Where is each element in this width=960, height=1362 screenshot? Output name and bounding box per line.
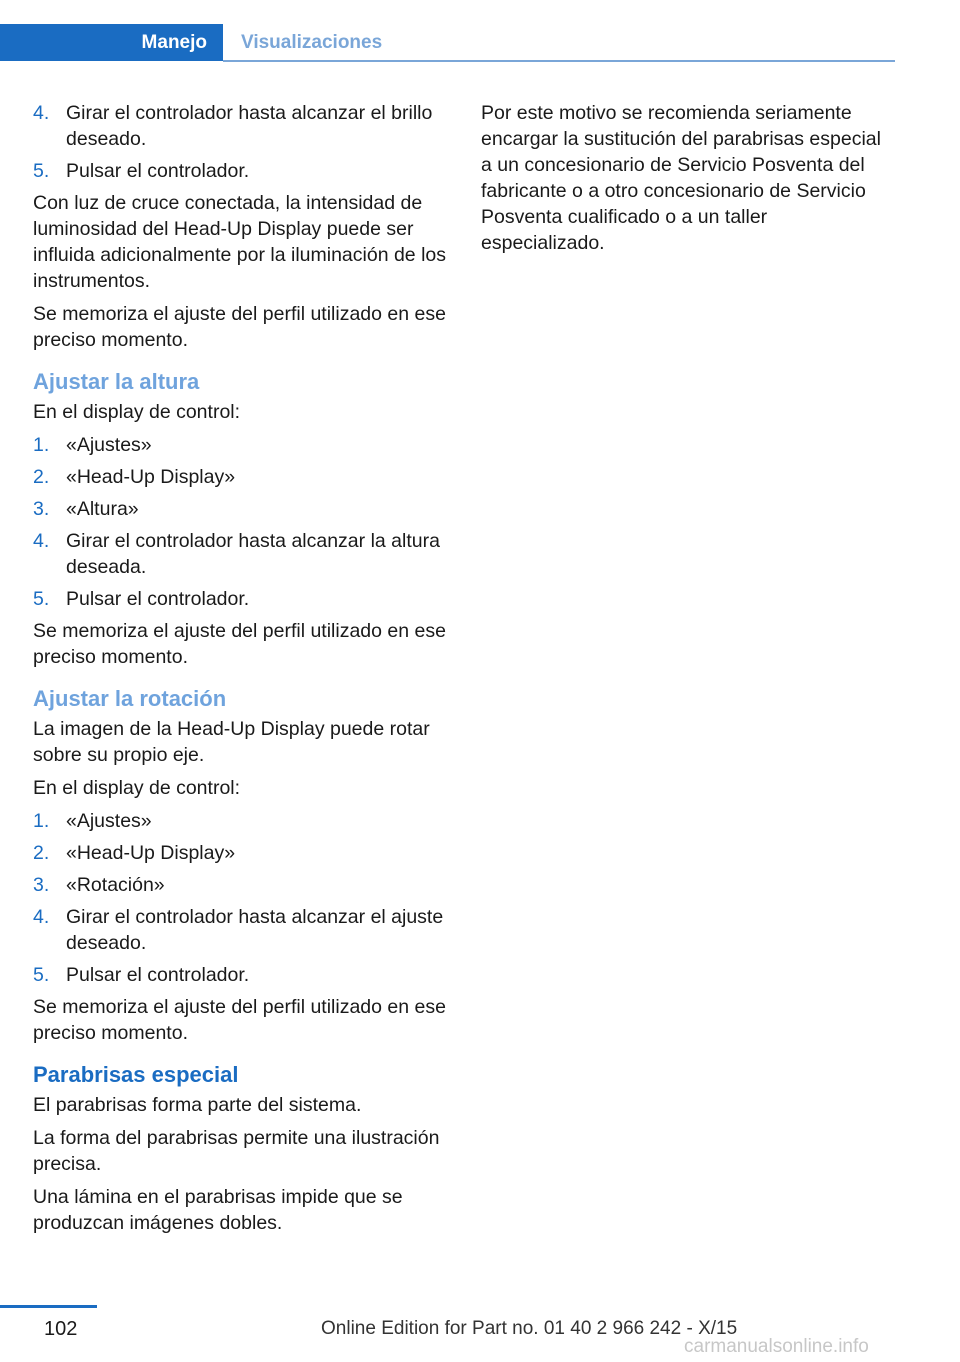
right-column <box>481 100 896 263</box>
steps-brightness <box>33 100 448 184</box>
list-item: 4. Girar el controlador hasta alcanzar el brillo deseado. <box>33 102 433 150</box>
paragraph: En el display de control: <box>33 401 241 423</box>
list-item: 5. Pulsar el controlador. <box>33 160 250 182</box>
steps-rotacion <box>33 808 448 988</box>
list-item: 2. «Head-Up Display» <box>33 842 236 864</box>
list-item: 1. «Ajustes» <box>33 810 152 832</box>
paragraph: Por este motivo se recomienda seriamente encargar la sustitución del parabrisas especial a un concesionario de Servicio Posventa del fabricante o a otro concesionario de Servicio Posventa cualificado o a un taller especializado. <box>481 102 881 254</box>
list-item: 5. Pulsar el controlador. <box>33 588 250 610</box>
header-bar <box>0 0 960 62</box>
list-item: 3. «Rotación» <box>33 874 165 896</box>
list-item: 1. «Ajustes» <box>33 434 152 456</box>
header-divider <box>223 60 895 62</box>
paragraph: El parabrisas forma parte del sistema. <box>33 1094 362 1116</box>
list-item: 4. Girar el controlador hasta alcanzar el ajuste deseado. <box>33 906 444 954</box>
heading-ajustar-altura: Ajustar la altura <box>33 369 200 394</box>
list-item: 5. Pulsar el controlador. <box>33 964 250 986</box>
paragraph: Una lámina en el parabrisas impide que se produzcan imágenes dobles. <box>33 1186 403 1234</box>
paragraph: En el display de control: <box>33 777 241 799</box>
left-column <box>33 100 448 1243</box>
paragraph: Con luz de cruce conectada, la intensidad de luminosidad del Head-Up Display puede ser influida adicionalmente por la iluminación de los instrumentos. <box>33 192 446 292</box>
list-item: 4. Girar el controlador hasta alcanzar la altura deseada. <box>33 530 440 578</box>
list-item: 3. «Altura» <box>33 498 139 520</box>
edition-footer: Online Edition for Part no. 01 40 2 966 242 - X/15 <box>321 1318 738 1339</box>
steps-altura <box>33 432 448 612</box>
paragraph: Se memoriza el ajuste del perfil utilizado en ese preciso momento. <box>33 996 446 1044</box>
list-item: 2. «Head-Up Display» <box>33 466 236 488</box>
page-number-rule <box>0 1305 97 1308</box>
heading-parabrisas-especial: Parabrisas especial <box>33 1062 239 1087</box>
paragraph: Se memoriza el ajuste del perfil utilizado en ese preciso momento. <box>33 620 446 668</box>
page-number: 102 <box>44 1318 78 1340</box>
heading-ajustar-rotacion: Ajustar la rotación <box>33 686 227 711</box>
paragraph: La forma del parabrisas permite una ilustración precisa. <box>33 1127 440 1175</box>
paragraph: Se memoriza el ajuste del perfil utilizado en ese preciso momento. <box>33 303 446 351</box>
tab-manejo[interactable]: Manejo <box>0 24 223 61</box>
watermark: carmanualsonline.info <box>684 1336 869 1357</box>
tab-visualizaciones[interactable]: Visualizaciones <box>241 31 383 53</box>
paragraph: La imagen de la Head-Up Display puede rotar sobre su propio eje. <box>33 718 430 766</box>
